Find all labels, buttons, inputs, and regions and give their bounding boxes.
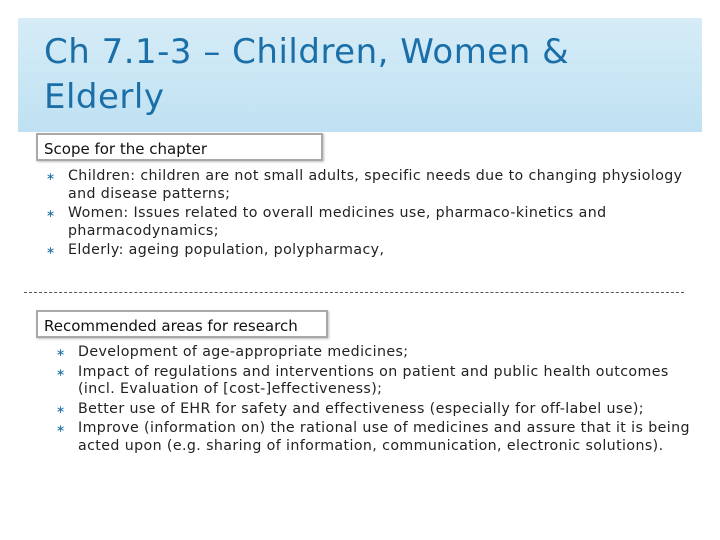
scope-list bbox=[46, 168, 693, 262]
list-item-text: Improve (information on) the rational use of medicines and assure that it is being acted upon (e.g. sharing of information, communication, electronic solutions). bbox=[78, 420, 690, 454]
bullet-icon: ∗ bbox=[46, 207, 56, 220]
list-item bbox=[56, 363, 693, 399]
section-divider bbox=[24, 292, 684, 293]
list-item bbox=[56, 344, 693, 362]
bullet-icon: ∗ bbox=[56, 402, 66, 416]
section-heading-scope bbox=[36, 133, 323, 161]
list-item-text: Women: Issues related to overall medicines use, pharmaco-kinetics and pharmacodynamics; bbox=[68, 205, 607, 239]
section-heading-research bbox=[36, 310, 328, 338]
bullet-icon: ∗ bbox=[46, 170, 56, 183]
list-item-text: Children: children are not small adults, specific needs due to changing physiology and disease patterns; bbox=[68, 168, 683, 202]
research-list bbox=[56, 344, 693, 457]
list-item bbox=[46, 168, 693, 203]
bullet-icon: ∗ bbox=[56, 365, 66, 379]
list-item bbox=[46, 242, 693, 260]
list-item bbox=[56, 420, 693, 455]
list-item-text: Better use of EHR for safety and effectiveness (especially for off-label use); bbox=[78, 400, 644, 417]
list-item bbox=[56, 400, 693, 419]
list-item-text: Development of age-appropriate medicines; bbox=[78, 344, 409, 360]
bullet-icon: ∗ bbox=[56, 422, 66, 435]
bullet-icon: ∗ bbox=[56, 346, 66, 359]
list-item-text: Elderly: ageing population, polypharmacy, bbox=[68, 242, 385, 258]
section-heading-research-label: Recommended areas for research bbox=[44, 317, 298, 335]
bullet-icon: ∗ bbox=[46, 244, 56, 257]
list-item-text: Impact of regulations and interventions on patient and public health outcomes (incl. Evaluation of [cost-]effectiveness); bbox=[78, 363, 669, 397]
list-item bbox=[46, 205, 693, 240]
section-heading-scope-label: Scope for the chapter bbox=[44, 140, 207, 158]
slide-title: Ch 7.1-3 – Children, Women & Elderly bbox=[44, 32, 570, 117]
